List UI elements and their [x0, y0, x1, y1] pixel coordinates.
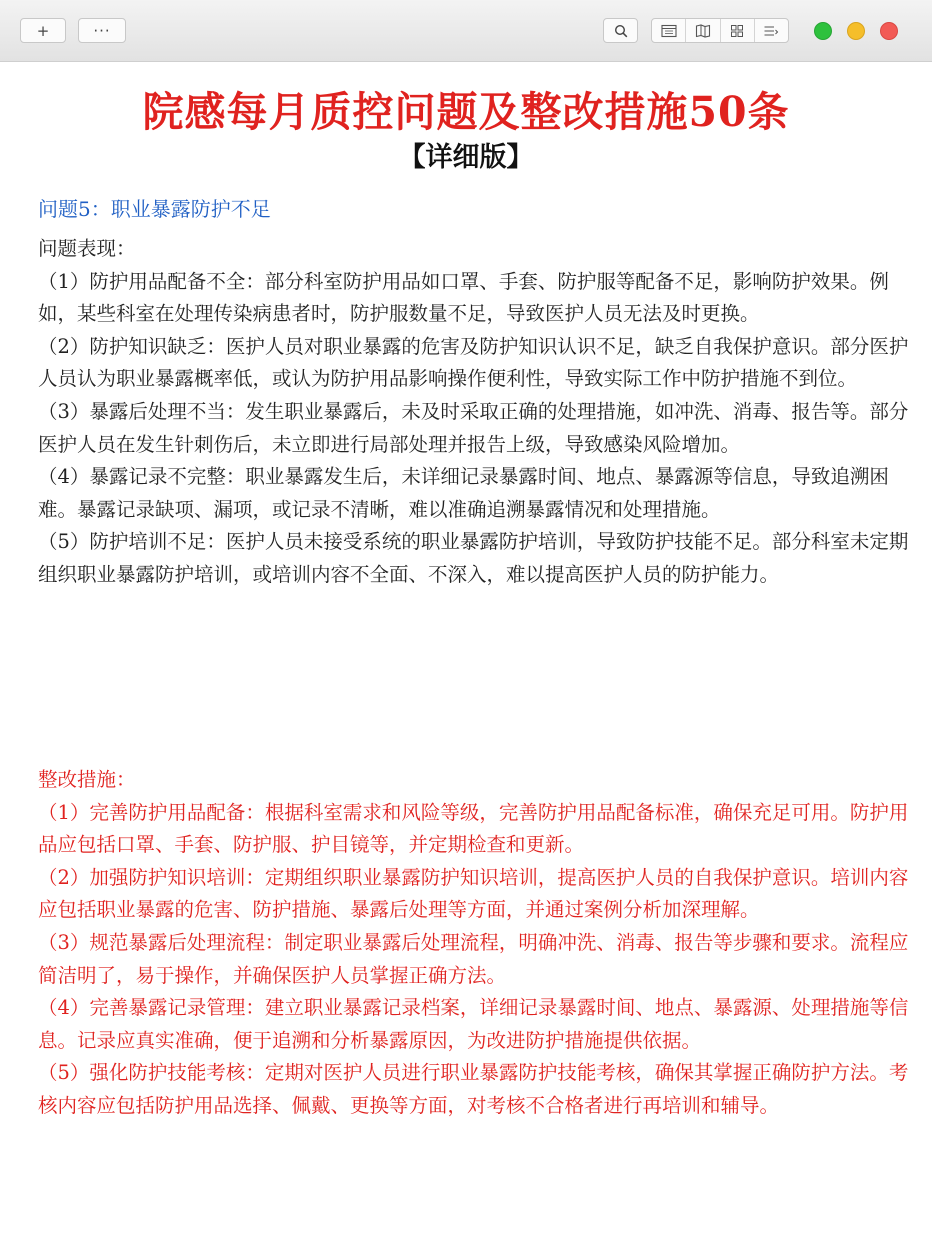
minimize-window-button[interactable] [847, 22, 865, 40]
measure-item-2: （2）加强防护知识培训：定期组织职业暴露防护知识培训，提高医护人员的自我保护意识。培训内容应包括职业暴露的危害、防护措施、暴露后处理等方面，并通过案例分析加深理解。 [38, 865, 909, 922]
book-view-button[interactable] [686, 19, 720, 42]
add-button-label: + [36, 21, 50, 40]
problem-item-5: （5）防护培训不足：医护人员未接受系统的职业暴露防护培训，导致防护技能不足。部分科室未定期组织职业暴露防护培训，或培训内容不全面、不深入，难以提高医护人员的防护能力。 [38, 530, 909, 586]
zoom-window-button[interactable] [814, 22, 832, 40]
measure-item-1: （1）完善防护用品配备：根据科室需求和风险等级，完善防护用品配备标准，确保充足可用。防护用品应包括口罩、手套、防护服、护目镜等，并定期检查和更新。 [38, 800, 909, 857]
grid-view-button[interactable] [721, 19, 755, 42]
problems-section [38, 233, 912, 592]
close-window-button[interactable] [880, 22, 898, 40]
section-heading: 问题5：职业暴露防护不足 [38, 197, 271, 221]
calendar-view-button[interactable] [652, 19, 686, 42]
add-button[interactable] [20, 18, 66, 43]
page-title: 院感每月质控问题及整改措施50条 [142, 88, 790, 136]
page-subtitle: 【详细版】 [398, 142, 534, 173]
list-view-button[interactable] [755, 19, 788, 42]
grid-icon [730, 24, 744, 38]
measure-item-5: （5）强化防护技能考核：定期对医护人员进行职业暴露防护技能考核，确保其掌握正确防护方法。考核内容应包括防护用品选择、佩戴、更换等方面，对考核不合格者进行再培训和辅导。 [38, 1061, 909, 1117]
problem-item-2: （2）防护知识缺乏：医护人员对职业暴露的危害及防护知识认识不足，缺乏自我保护意识。部分医护人员认为职业暴露概率低，或认为防护用品影响操作便利性，导致实际工作中防护措施不到位。 [38, 334, 909, 391]
problem-item-4: （4）暴露记录不完整：职业暴露发生后，未详细记录暴露时间、地点、暴露源等信息，导致追溯困难。暴露记录缺项、漏项，或记录不清晰，难以准确追溯暴露情况和处理措施。 [38, 465, 889, 521]
view-mode-group [651, 18, 789, 43]
book-icon [695, 24, 711, 38]
measures-label: 整改措施： [38, 768, 136, 791]
search-button[interactable] [603, 18, 638, 43]
measure-item-4: （4）完善暴露记录管理：建立职业暴露记录档案，详细记录暴露时间、地点、暴露源、处理措施等信息。记录应真实准确，便于追溯和分析暴露原因，为改进防护措施提供依据。 [38, 996, 909, 1052]
problem-item-1: （1）防护用品配备不全：部分科室防护用品如口罩、手套、防护服等配备不足，影响防护效果。例如，某些科室在处理传染病患者时，防护服数量不足，导致医护人员无法及时更换。 [38, 269, 889, 326]
more-button[interactable] [78, 18, 126, 43]
window-toolbar [0, 0, 932, 62]
search-icon [614, 24, 628, 38]
problems-label: 问题表现： [38, 237, 136, 260]
more-button-label: ··· [93, 21, 111, 40]
measure-item-3: （3）规范暴露后处理流程：制定职业暴露后处理流程，明确冲洗、消毒、报告等步骤和要求。流程应简洁明了，易于操作，并确保医护人员掌握正确方法。 [38, 930, 909, 987]
list-icon [763, 24, 779, 38]
problem-item-3: （3）暴露后处理不当：发生职业暴露后，未及时采取正确的处理措施，如冲洗、消毒、报告等。部分医护人员在发生针刺伤后，未立即进行局部处理并报告上级，导致感染风险增加。 [38, 399, 909, 456]
calendar-icon [661, 24, 677, 38]
measures-section [38, 764, 912, 1123]
